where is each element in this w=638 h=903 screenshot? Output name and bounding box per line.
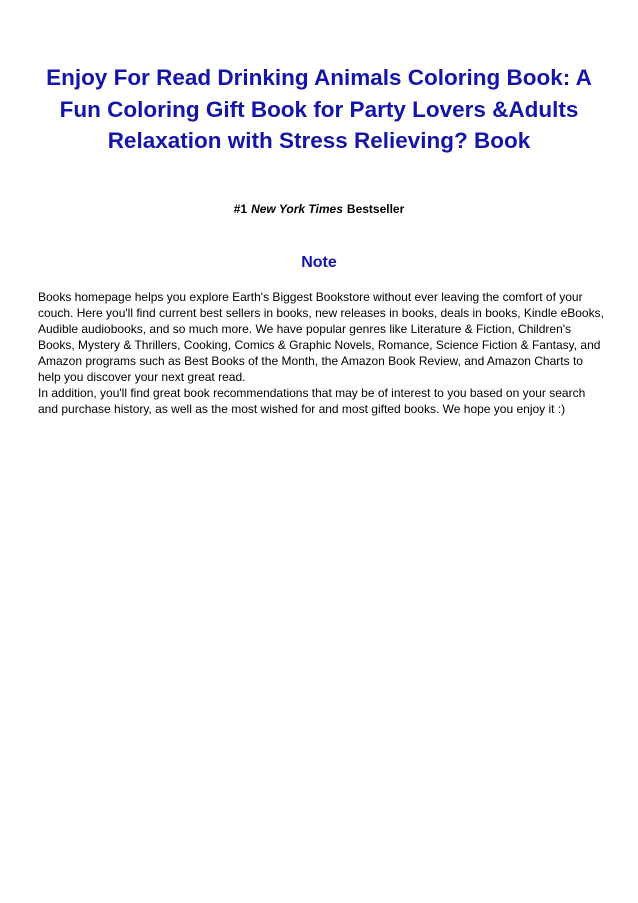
- byline-label: Bestseller: [346, 202, 405, 216]
- note-paragraph: In addition, you'll find great book recommendations that may be of interest to you based on your search and purchase history, as well as the most wished for and most gifted books. We hope you enjoy it :): [38, 386, 586, 416]
- note-body: [38, 289, 604, 417]
- note-paragraph: Books homepage helps you explore Earth's Biggest Bookstore without ever leaving the comfort of your couch. Here you'll find current best sellers in books, new releases in books, deals in books, Kindle eBooks, Audible audiobooks, and so much more. We have popular genres like Literature & Fiction, Children's Books, Mystery & Thrillers, Cooking, Comics & Graphic Novels, Romance, Science Fiction & Fantasy, and Amazon programs such as Best Books of the Month, the Amazon Book Review, and Amazon Charts to help you discover your next great read.: [38, 290, 604, 384]
- byline-rank: #1: [233, 202, 248, 216]
- document-title: Enjoy For Read Drinking Animals Coloring Book: A Fun Coloring Gift Book for Party Lovers &Adults Relaxation with Stress Relieving? Book: [46, 65, 592, 153]
- byline-publication: New York Times: [251, 202, 343, 216]
- bestseller-byline: [0, 201, 638, 217]
- note-heading: Note: [301, 254, 337, 271]
